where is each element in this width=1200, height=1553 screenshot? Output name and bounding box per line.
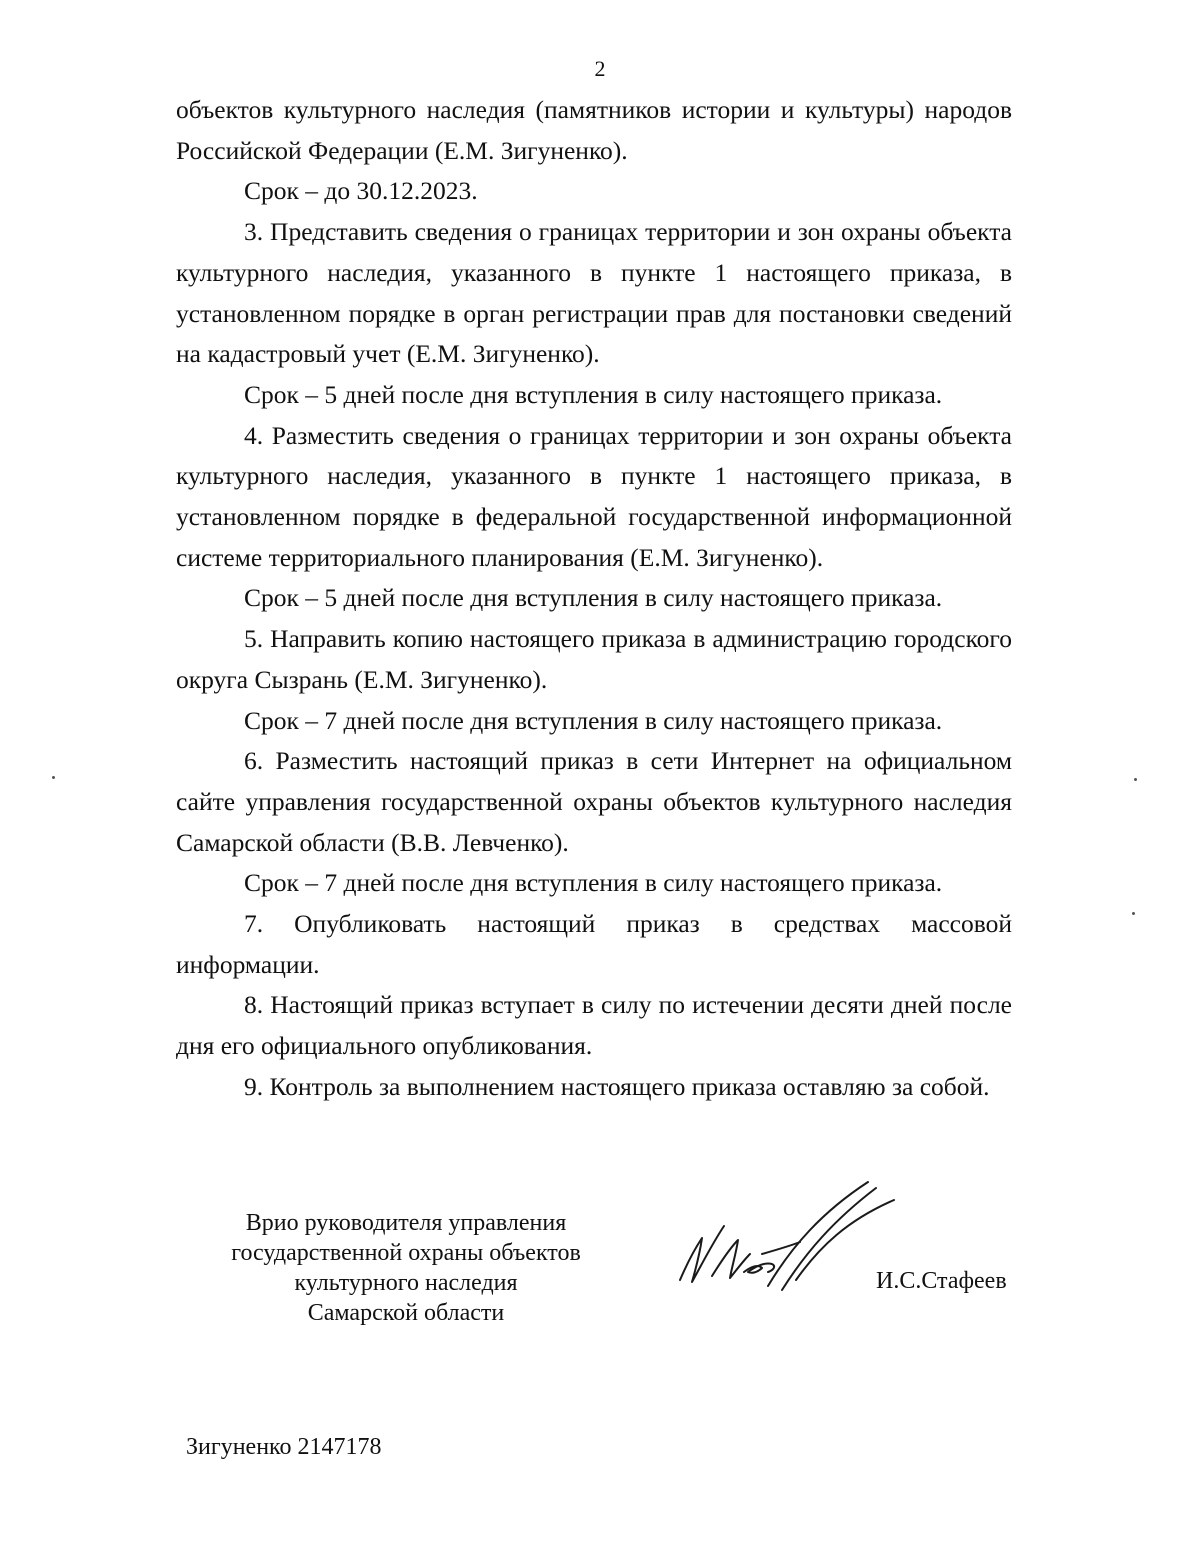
signer-name: И.С.Стафеев: [876, 1268, 1007, 1294]
order-item-6: 6. Разместить настоящий приказ в сети Интернет на официальном сайте управления государственной охраны объектов культурного наследия Самарской области (В.В. Левченко).: [176, 746, 1012, 857]
scan-speck: [1134, 778, 1137, 781]
signature-stroke: [744, 1263, 774, 1272]
order-body: [176, 90, 1012, 1108]
order-item-7: 7. Опубликовать настоящий приказ в средствах массовой информации.: [176, 909, 1012, 979]
order-item-3: 3. Представить сведения о границах территории и зон охраны объекта культурного наследия, указанного в пункте 1 настоящего приказа, в установленном порядке в орган регистрации прав для постановки сведений на кадастровый учет (Е.М. Зигуненко).: [176, 217, 1012, 369]
deadline-paragraph: Срок – 7 дней после дня вступления в силу настоящего приказа.: [244, 705, 943, 735]
page-number: 2: [594, 56, 606, 81]
executor-note: Зигуненко 2147178: [186, 1434, 382, 1460]
deadline-paragraph: Срок – 5 дней после дня вступления в силу настоящего приказа.: [244, 379, 943, 409]
position-line: Врио руководителя управления: [245, 1210, 567, 1236]
deadline-paragraph: Срок – 5 дней после дня вступления в силу настоящего приказа.: [244, 583, 943, 613]
order-item-9: 9. Контроль за выполнением настоящего приказа оставляю за собой.: [244, 1071, 990, 1101]
position-line: государственной охраны объектов: [231, 1240, 581, 1266]
signatory-position: [206, 1208, 606, 1328]
scan-speck: [52, 776, 55, 779]
deadline-paragraph: Срок – 7 дней после дня вступления в силу настоящего приказа.: [244, 868, 943, 898]
signature-stroke: [768, 1182, 868, 1286]
position-line: Самарской области: [307, 1300, 505, 1326]
order-item-4: 4. Разместить сведения о границах территории и зон охраны объекта культурного наследия, указанного в пункте 1 настоящего приказа, в установленном порядке в федеральной государственной информационной системе территориального планирования (Е.М. Зигуненко).: [176, 420, 1012, 572]
scan-speck: [1132, 912, 1135, 915]
paragraph-continuation: объектов культурного наследия (памятников истории и культуры) народов Российской Федерации (Е.М. Зигуненко).: [176, 95, 1012, 165]
signature-stroke: [680, 1226, 724, 1282]
order-item-5: 5. Направить копию настоящего приказа в администрацию городского округа Сызрань (Е.М. Зигуненко).: [176, 624, 1012, 694]
handwritten-signature: [672, 1180, 902, 1310]
deadline-paragraph: Срок – до 30.12.2023.: [244, 176, 478, 206]
order-item-8: 8. Настоящий приказ вступает в силу по истечении десяти дней после дня его официального опубликования.: [176, 990, 1012, 1061]
position-line: культурного наследия: [294, 1270, 518, 1296]
signature-stroke: [782, 1188, 876, 1290]
